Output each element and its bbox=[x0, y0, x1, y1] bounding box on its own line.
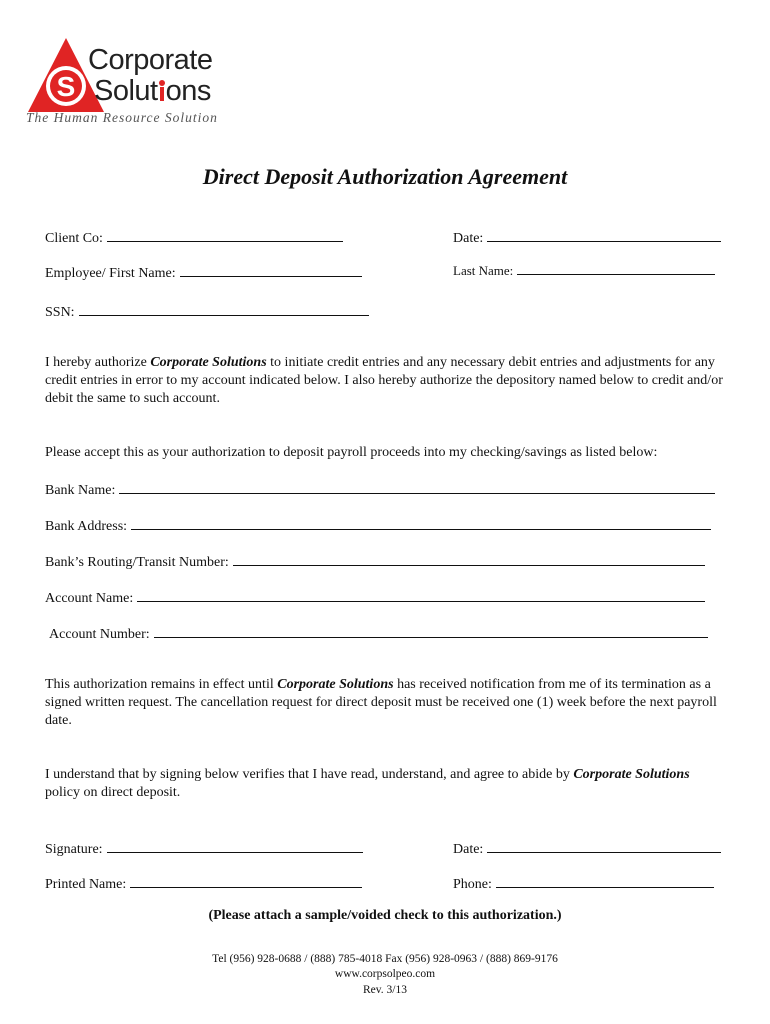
person-icon bbox=[158, 80, 166, 102]
signature-date-field bbox=[453, 839, 721, 859]
account-number-input[interactable] bbox=[154, 624, 708, 638]
last-name-input[interactable] bbox=[517, 261, 715, 275]
para3-text-start: This authorization remains in effect until bbox=[45, 677, 278, 692]
signature-label: Signature: bbox=[45, 842, 103, 857]
logo-word-corporate: Corporate bbox=[88, 44, 213, 76]
bank-name-input[interactable] bbox=[119, 480, 715, 494]
account-name-input[interactable] bbox=[137, 588, 705, 602]
ssn-label: SSN: bbox=[45, 305, 75, 320]
para1-company-name: Corporate Solutions bbox=[150, 355, 267, 370]
account-number-label: Account Number: bbox=[49, 627, 150, 642]
footer-website[interactable]: www.corpsolpeo.com bbox=[334, 968, 436, 980]
date-field bbox=[453, 228, 721, 248]
para4-company-name: Corporate Solutions bbox=[573, 767, 690, 782]
logo-tagline: The Human Resource Solution bbox=[26, 110, 218, 125]
client-co-input[interactable] bbox=[107, 228, 343, 242]
account-number-field bbox=[49, 624, 708, 644]
signature-date-input[interactable] bbox=[487, 839, 721, 853]
para3-company-name: Corporate Solutions bbox=[277, 677, 394, 692]
bank-address-input[interactable] bbox=[131, 516, 711, 530]
deposit-instruction-paragraph: Please accept this as your authorization to deposit payroll proceeds into my checking/savings as listed below: bbox=[45, 445, 658, 460]
account-name-field bbox=[45, 588, 705, 608]
client-co-field bbox=[45, 228, 343, 248]
bank-name-field bbox=[45, 480, 715, 500]
bank-name-label: Bank Name: bbox=[45, 483, 116, 498]
logo-word-solutions: Solut ons bbox=[94, 75, 211, 107]
phone-field bbox=[453, 874, 714, 894]
para1-text-end: to initiate credit entries and any necessary debit entries and adjustments for any credit entries in error to my account indicated below. I also hereby authorize the depository named below to credit and/or debit the same to such account. bbox=[45, 355, 723, 406]
routing-number-label: Bank’s Routing/Transit Number: bbox=[45, 555, 229, 570]
agreement-paragraph bbox=[45, 766, 725, 802]
last-name-label: Last Name: bbox=[453, 263, 514, 278]
date-input[interactable] bbox=[487, 228, 721, 242]
phone-input[interactable] bbox=[496, 874, 714, 888]
signature-field bbox=[45, 839, 363, 859]
bank-address-field bbox=[45, 516, 711, 536]
signature-input[interactable] bbox=[107, 839, 363, 853]
routing-number-field bbox=[45, 552, 705, 572]
ssn-input[interactable] bbox=[79, 302, 369, 316]
footer-contact: Tel (956) 928-0688 / (888) 785-4018 Fax (956) 928-0963 / (888) 869-9176 bbox=[212, 953, 558, 965]
employee-first-name-field bbox=[45, 263, 362, 283]
employee-first-name-label: Employee/ First Name: bbox=[45, 266, 176, 281]
account-name-label: Account Name: bbox=[45, 591, 134, 606]
signature-date-label: Date: bbox=[453, 842, 484, 857]
routing-number-input[interactable] bbox=[233, 552, 705, 566]
printed-name-input[interactable] bbox=[130, 874, 362, 888]
para4-text-end: policy on direct deposit. bbox=[45, 785, 181, 800]
document-title: Direct Deposit Authorization Agreement bbox=[202, 164, 568, 189]
date-label: Date: bbox=[453, 231, 484, 246]
para4-text-start: I understand that by signing below verifies that I have read, understand, and agree to abide by bbox=[45, 767, 574, 782]
svg-text:S: S bbox=[56, 71, 76, 102]
bank-address-label: Bank Address: bbox=[45, 519, 128, 534]
printed-name-field bbox=[45, 874, 362, 894]
phone-label: Phone: bbox=[453, 877, 492, 892]
footer-revision: Rev. 3/13 bbox=[363, 984, 407, 996]
authorization-paragraph bbox=[45, 354, 725, 408]
attach-check-note: (Please attach a sample/voided check to this authorization.) bbox=[208, 908, 562, 923]
para3-text-end: has received notification from me of its termination as a signed written request. The cancellation request for direct deposit must be received one (1) week before the next payroll date. bbox=[45, 677, 717, 728]
employee-first-name-input[interactable] bbox=[180, 263, 362, 277]
client-co-label: Client Co: bbox=[45, 231, 103, 246]
last-name-field bbox=[453, 261, 715, 280]
para1-text-start: I hereby authorize bbox=[45, 355, 151, 370]
ssn-field bbox=[45, 302, 369, 322]
authorization-term-paragraph bbox=[45, 676, 725, 730]
printed-name-label: Printed Name: bbox=[45, 877, 127, 892]
